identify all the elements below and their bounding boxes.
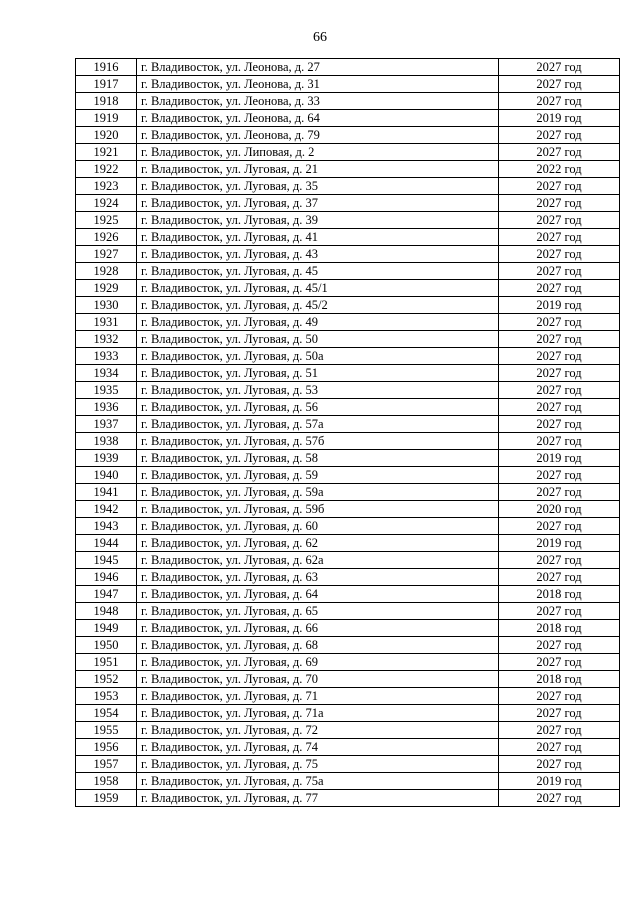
row-year: 2027 год (499, 212, 620, 229)
row-number: 1938 (76, 433, 137, 450)
row-year: 2019 год (499, 535, 620, 552)
row-address: г. Владивосток, ул. Липовая, д. 2 (137, 144, 499, 161)
row-year: 2027 год (499, 654, 620, 671)
table-row (76, 688, 620, 705)
row-number: 1935 (76, 382, 137, 399)
row-number: 1934 (76, 365, 137, 382)
row-address: г. Владивосток, ул. Леонова, д. 31 (137, 76, 499, 93)
row-number: 1929 (76, 280, 137, 297)
row-number: 1953 (76, 688, 137, 705)
row-number: 1922 (76, 161, 137, 178)
row-address: г. Владивосток, ул. Луговая, д. 45/1 (137, 280, 499, 297)
row-address: г. Владивосток, ул. Луговая, д. 70 (137, 671, 499, 688)
row-number: 1943 (76, 518, 137, 535)
table-row (76, 450, 620, 467)
row-address: г. Владивосток, ул. Леонова, д. 33 (137, 93, 499, 110)
row-address: г. Владивосток, ул. Луговая, д. 49 (137, 314, 499, 331)
row-year: 2027 год (499, 484, 620, 501)
table-row (76, 297, 620, 314)
row-year: 2027 год (499, 637, 620, 654)
table-row (76, 314, 620, 331)
row-number: 1954 (76, 705, 137, 722)
row-address: г. Владивосток, ул. Луговая, д. 65 (137, 603, 499, 620)
row-number: 1940 (76, 467, 137, 484)
row-year: 2019 год (499, 450, 620, 467)
table-row (76, 654, 620, 671)
row-address: г. Владивосток, ул. Луговая, д. 21 (137, 161, 499, 178)
row-number: 1956 (76, 739, 137, 756)
table-row (76, 705, 620, 722)
table-row (76, 518, 620, 535)
row-year: 2027 год (499, 569, 620, 586)
row-year: 2027 год (499, 246, 620, 263)
table-row (76, 195, 620, 212)
row-address: г. Владивосток, ул. Леонова, д. 27 (137, 59, 499, 76)
row-year: 2018 год (499, 620, 620, 637)
table-row (76, 144, 620, 161)
row-address: г. Владивосток, ул. Луговая, д. 68 (137, 637, 499, 654)
row-address: г. Владивосток, ул. Луговая, д. 66 (137, 620, 499, 637)
row-year: 2027 год (499, 739, 620, 756)
row-address: г. Владивосток, ул. Луговая, д. 35 (137, 178, 499, 195)
table-row (76, 501, 620, 518)
row-year: 2027 год (499, 229, 620, 246)
row-number: 1923 (76, 178, 137, 195)
table-row (76, 773, 620, 790)
row-number: 1918 (76, 93, 137, 110)
row-address: г. Владивосток, ул. Леонова, д. 79 (137, 127, 499, 144)
row-address: г. Владивосток, ул. Луговая, д. 39 (137, 212, 499, 229)
row-year: 2027 год (499, 416, 620, 433)
row-number: 1950 (76, 637, 137, 654)
table-row (76, 756, 620, 773)
row-address: г. Владивосток, ул. Луговая, д. 50 (137, 331, 499, 348)
table-row (76, 280, 620, 297)
table-row (76, 59, 620, 76)
row-year: 2027 год (499, 144, 620, 161)
row-address: г. Владивосток, ул. Луговая, д. 45 (137, 263, 499, 280)
row-address: г. Владивосток, ул. Луговая, д. 57б (137, 433, 499, 450)
row-number: 1955 (76, 722, 137, 739)
row-number: 1941 (76, 484, 137, 501)
table-row (76, 110, 620, 127)
row-address: г. Владивосток, ул. Луговая, д. 43 (137, 246, 499, 263)
table-row (76, 246, 620, 263)
row-address: г. Владивосток, ул. Луговая, д. 41 (137, 229, 499, 246)
row-year: 2027 год (499, 280, 620, 297)
table-row (76, 569, 620, 586)
table-row (76, 331, 620, 348)
row-year: 2027 год (499, 331, 620, 348)
row-number: 1958 (76, 773, 137, 790)
table-row (76, 127, 620, 144)
row-number: 1927 (76, 246, 137, 263)
row-address: г. Владивосток, ул. Луговая, д. 57а (137, 416, 499, 433)
row-number: 1925 (76, 212, 137, 229)
table-row (76, 161, 620, 178)
row-number: 1937 (76, 416, 137, 433)
row-address: г. Владивосток, ул. Луговая, д. 64 (137, 586, 499, 603)
row-address: г. Владивосток, ул. Луговая, д. 77 (137, 790, 499, 807)
row-year: 2027 год (499, 433, 620, 450)
row-address: г. Владивосток, ул. Луговая, д. 69 (137, 654, 499, 671)
row-year: 2027 год (499, 127, 620, 144)
row-number: 1959 (76, 790, 137, 807)
row-year: 2027 год (499, 552, 620, 569)
housing-registry-table (75, 58, 620, 807)
row-number: 1933 (76, 348, 137, 365)
row-address: г. Владивосток, ул. Луговая, д. 50а (137, 348, 499, 365)
row-number: 1926 (76, 229, 137, 246)
row-year: 2027 год (499, 399, 620, 416)
row-number: 1942 (76, 501, 137, 518)
row-address: г. Владивосток, ул. Луговая, д. 45/2 (137, 297, 499, 314)
table-row (76, 263, 620, 280)
row-year: 2027 год (499, 382, 620, 399)
row-number: 1947 (76, 586, 137, 603)
table-row (76, 416, 620, 433)
row-year: 2027 год (499, 790, 620, 807)
row-address: г. Владивосток, ул. Луговая, д. 63 (137, 569, 499, 586)
row-year: 2027 год (499, 705, 620, 722)
row-number: 1931 (76, 314, 137, 331)
row-address: г. Владивосток, ул. Луговая, д. 59 (137, 467, 499, 484)
table-row (76, 790, 620, 807)
row-year: 2027 год (499, 603, 620, 620)
row-address: г. Владивосток, ул. Луговая, д. 75а (137, 773, 499, 790)
row-year: 2019 год (499, 110, 620, 127)
page-number: 66 (313, 30, 327, 45)
row-year: 2019 год (499, 773, 620, 790)
row-number: 1916 (76, 59, 137, 76)
row-address: г. Владивосток, ул. Луговая, д. 60 (137, 518, 499, 535)
row-number: 1957 (76, 756, 137, 773)
row-number: 1949 (76, 620, 137, 637)
row-address: г. Владивосток, ул. Луговая, д. 37 (137, 195, 499, 212)
row-year: 2027 год (499, 178, 620, 195)
table-row (76, 229, 620, 246)
row-address: г. Владивосток, ул. Луговая, д. 74 (137, 739, 499, 756)
table-row (76, 552, 620, 569)
table-row (76, 212, 620, 229)
row-number: 1952 (76, 671, 137, 688)
table-row (76, 739, 620, 756)
table-row (76, 382, 620, 399)
row-year: 2027 год (499, 688, 620, 705)
row-year: 2020 год (499, 501, 620, 518)
row-number: 1944 (76, 535, 137, 552)
row-address: г. Владивосток, ул. Леонова, д. 64 (137, 110, 499, 127)
row-year: 2018 год (499, 586, 620, 603)
row-year: 2027 год (499, 59, 620, 76)
table-body (76, 59, 620, 807)
row-year: 2019 год (499, 297, 620, 314)
table-row (76, 178, 620, 195)
row-year: 2027 год (499, 467, 620, 484)
row-number: 1924 (76, 195, 137, 212)
table-row (76, 620, 620, 637)
table-row (76, 399, 620, 416)
row-year: 2027 год (499, 93, 620, 110)
row-address: г. Владивосток, ул. Луговая, д. 59б (137, 501, 499, 518)
row-number: 1951 (76, 654, 137, 671)
table-row (76, 76, 620, 93)
table-row (76, 637, 620, 654)
table-row (76, 348, 620, 365)
row-number: 1921 (76, 144, 137, 161)
row-address: г. Владивосток, ул. Луговая, д. 62а (137, 552, 499, 569)
row-address: г. Владивосток, ул. Луговая, д. 62 (137, 535, 499, 552)
row-year: 2027 год (499, 76, 620, 93)
row-number: 1948 (76, 603, 137, 620)
row-number: 1917 (76, 76, 137, 93)
row-address: г. Владивосток, ул. Луговая, д. 58 (137, 450, 499, 467)
row-number: 1946 (76, 569, 137, 586)
row-number: 1939 (76, 450, 137, 467)
table-row (76, 484, 620, 501)
row-address: г. Владивосток, ул. Луговая, д. 56 (137, 399, 499, 416)
row-year: 2022 год (499, 161, 620, 178)
row-year: 2027 год (499, 518, 620, 535)
row-year: 2027 год (499, 348, 620, 365)
row-address: г. Владивосток, ул. Луговая, д. 71 (137, 688, 499, 705)
row-number: 1919 (76, 110, 137, 127)
row-number: 1930 (76, 297, 137, 314)
row-year: 2027 год (499, 314, 620, 331)
row-number: 1928 (76, 263, 137, 280)
row-year: 2027 год (499, 722, 620, 739)
row-number: 1945 (76, 552, 137, 569)
row-number: 1920 (76, 127, 137, 144)
row-address: г. Владивосток, ул. Луговая, д. 51 (137, 365, 499, 382)
row-address: г. Владивосток, ул. Луговая, д. 59а (137, 484, 499, 501)
table-row (76, 93, 620, 110)
row-address: г. Владивосток, ул. Луговая, д. 71а (137, 705, 499, 722)
table-row (76, 586, 620, 603)
table-row (76, 603, 620, 620)
row-year: 2027 год (499, 365, 620, 382)
table-row (76, 671, 620, 688)
table-row (76, 467, 620, 484)
row-address: г. Владивосток, ул. Луговая, д. 53 (137, 382, 499, 399)
table-row (76, 722, 620, 739)
table-row (76, 433, 620, 450)
row-year: 2027 год (499, 756, 620, 773)
table-row (76, 535, 620, 552)
row-number: 1936 (76, 399, 137, 416)
row-year: 2027 год (499, 195, 620, 212)
row-year: 2018 год (499, 671, 620, 688)
row-address: г. Владивосток, ул. Луговая, д. 72 (137, 722, 499, 739)
row-year: 2027 год (499, 263, 620, 280)
table-row (76, 365, 620, 382)
row-number: 1932 (76, 331, 137, 348)
row-address: г. Владивосток, ул. Луговая, д. 75 (137, 756, 499, 773)
